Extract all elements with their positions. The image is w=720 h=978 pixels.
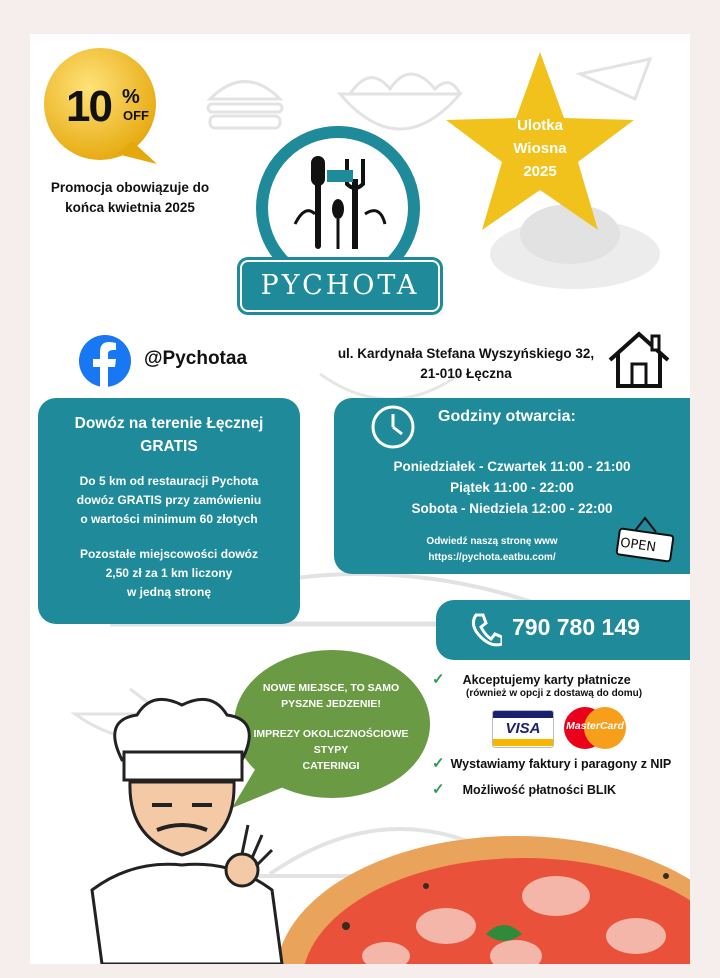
check-icon: ✓ [432, 671, 445, 688]
delivery-title: Dowóz na terenie Łęcznej GRATIS [74, 415, 264, 455]
hours-list [334, 456, 690, 519]
pizza-illustration [266, 816, 690, 964]
star-text: Ulotka Wiosna 2025 [513, 117, 567, 180]
speech-bubble-text: NOWE MIEJSCE, TO SAMO PYSZNE JEDZENIE! IMPREZY OKOLICZNOŚCIOWE STYPY CATERINGI [253, 682, 409, 772]
hours-row: Poniedziałek - Czwartek 11:00 - 21:00 [393, 459, 631, 474]
phone-icon [468, 612, 502, 648]
payments-cards: ✓ Akceptujemy karty płatnicze [432, 671, 631, 688]
house-icon [606, 330, 672, 390]
phone-number[interactable]: 790 780 149 [512, 614, 640, 640]
delivery-terms-other: Pozostałe miejscowości dowóz 2,50 zł za 1 km liczony w jedną stronę [79, 547, 259, 599]
facebook-icon[interactable] [78, 334, 132, 388]
percent-sign: % [122, 86, 140, 108]
delivery-terms-local: Do 5 km od restauracji Pychota dowóz GRATIS przy zamówieniu o wartości minimum 60 złotych [76, 474, 262, 526]
burger-icon [200, 64, 290, 134]
visa-logo: VISA [492, 710, 554, 748]
check-icon: ✓ [432, 755, 445, 772]
website-note: Odwiedź naszą stronę www https://pychota.eatbu.com/ [374, 534, 610, 566]
logo-banner [240, 260, 440, 312]
clock-icon [370, 404, 416, 450]
brand-name: PYCHOTA [260, 270, 420, 301]
delivery-box [38, 398, 300, 624]
phone-box[interactable] [436, 600, 690, 660]
hours-row: Sobota - Niedziela 12:00 - 22:00 [411, 501, 613, 516]
off-label: OFF [123, 108, 149, 123]
open-sign-text: OPEN [619, 535, 657, 556]
discount-percent: 10 [66, 82, 111, 131]
leaflet-page [30, 34, 690, 964]
chef-cutlery-icon [285, 144, 395, 264]
payments-blik: ✓ Możliwość płatności BLIK [432, 781, 617, 798]
check-icon: ✓ [432, 781, 445, 798]
promo-note: Promocja obowiązuje do końca kwietnia 2025 [50, 180, 210, 215]
chef-illustration [62, 690, 302, 964]
address: ul. Kardynała Stefana Wyszyńskiego 32, 21-010 Łęczna [337, 346, 595, 381]
website-link[interactable]: https://pychota.eatbu.com/ [428, 552, 556, 563]
discount-text [66, 82, 156, 132]
payments-cards-note: (również w opcji z dostawą do domu) [466, 688, 643, 699]
payments-invoice: ✓ Wystawiamy faktury i paragony z NIP [432, 755, 672, 772]
hours-title: Godziny otwarcia: [438, 408, 576, 425]
hours-row: Piątek 11:00 - 22:00 [450, 480, 574, 495]
facebook-handle[interactable]: @Pychotaa [144, 348, 248, 369]
mastercard-logo: MasterCard [560, 706, 630, 750]
opening-hours-box [334, 398, 690, 574]
